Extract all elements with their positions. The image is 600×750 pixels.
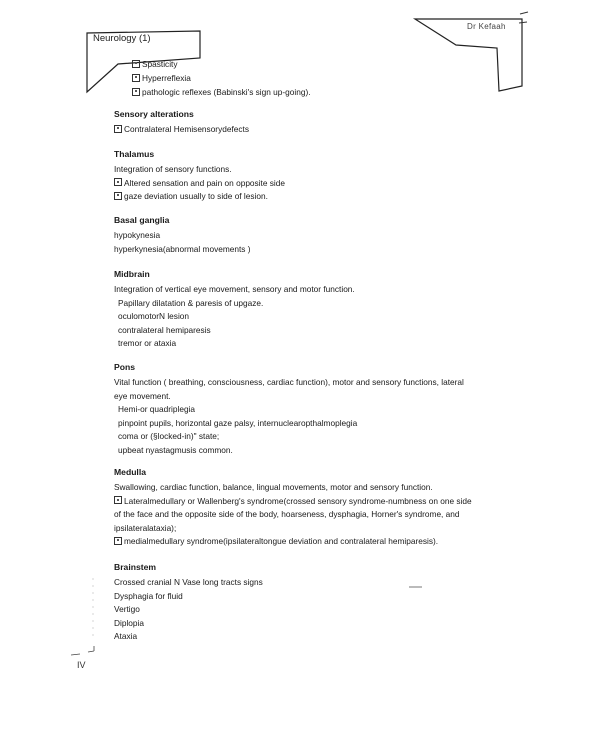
section-brainstem <box>114 561 263 644</box>
list-item: Lateralmedullary or Wallenberg's syndrome(crossed sensory syndrome-numbness on one side <box>114 495 472 509</box>
checkbox-bullet-icon <box>114 178 122 186</box>
checkbox-bullet-icon <box>132 74 140 82</box>
list-item: Vertigo <box>114 604 140 615</box>
list-item: pathologic reflexes (Babinski's sign up-going). <box>132 85 311 99</box>
checkbox-bullet-icon <box>132 60 140 68</box>
list-item: coma or (§locked-in)" state; <box>118 431 220 442</box>
list-item: ipsilateralataxia); <box>114 522 177 533</box>
page-title: Neurology (1) <box>93 33 151 44</box>
footer-bracket <box>71 646 94 655</box>
list-item: Dysphagia for fluid <box>114 590 183 601</box>
list-item: Swallowing, cardiac function, balance, lingual movements, motor and sensory function. <box>114 482 433 492</box>
list-item: upbeat nyastagmusis common. <box>118 444 233 455</box>
list-item: Diplopia <box>114 617 144 628</box>
section-heading: Medulla <box>114 467 146 477</box>
checkbox-bullet-icon <box>114 496 122 504</box>
list-item: Hemi-or quadriplegia <box>118 404 196 415</box>
list-item: contralateral hemiparesis <box>118 324 211 335</box>
list-item: Spasticity <box>132 57 311 71</box>
checkbox-bullet-icon <box>132 88 140 96</box>
checkbox-bullet-icon <box>114 125 122 133</box>
list-item: gaze deviation usually to side of lesion. <box>114 190 285 204</box>
checkbox-bullet-icon <box>114 192 122 200</box>
list-item: Altered sensation and pain on opposite side <box>114 177 285 191</box>
section-heading: Pons <box>114 362 136 372</box>
list-item: eye movement. <box>114 390 171 401</box>
intro-list <box>132 57 311 99</box>
list-item: hypokynesia <box>114 230 161 240</box>
list-item: Crossed cranial N Vase long tracts signs <box>114 577 263 587</box>
section-basal-ganglia <box>114 214 251 256</box>
list-item: oculomotorN lesion <box>118 311 190 322</box>
page-number: IV <box>77 660 86 670</box>
section-midbrain <box>114 268 355 351</box>
section-heading: Midbrain <box>114 269 150 279</box>
list-item: Contralateral Hemisensorydefects <box>114 123 249 137</box>
list-item: tremor or ataxia <box>118 338 177 349</box>
list-item: hyperkynesia(abnormal movements ) <box>114 243 251 254</box>
section-heading: Basal ganglia <box>114 215 170 225</box>
corner-mark <box>520 12 528 14</box>
list-item: medialmedullary syndrome(ipsilateraltongue deviation and contralateral hemiparesis). <box>114 535 472 549</box>
section-heading: Brainstem <box>114 562 157 572</box>
section-medulla <box>114 466 472 549</box>
corner-mark <box>519 22 527 23</box>
list-item: Papillary dilatation & paresis of upgaze. <box>118 297 264 308</box>
list-item: Integration of sensory functions. <box>114 164 232 174</box>
section-sensory <box>114 108 249 137</box>
section-pons <box>114 361 464 458</box>
section-thalamus <box>114 148 285 204</box>
list-item: pinpoint pupils, horizontal gaze palsy, internuclearopthalmoplegia <box>118 417 358 428</box>
section-heading: Sensory alterations <box>114 109 194 119</box>
author-label: Dr Kefaah <box>467 22 506 31</box>
checkbox-bullet-icon <box>114 537 122 545</box>
section-heading: Thalamus <box>114 149 155 159</box>
list-item: Ataxia <box>114 631 138 642</box>
list-item: Integration of vertical eye movement, sensory and motor function. <box>114 284 355 294</box>
list-item: Hyperreflexia <box>132 71 311 85</box>
list-item: of the face and the opposite side of the body, hoarseness, dysphagia, Horner's syndrome, and <box>114 509 460 520</box>
list-item: Vital function ( breathing, consciousness, cardiac function), motor and sensory functions, lateral <box>114 377 464 387</box>
